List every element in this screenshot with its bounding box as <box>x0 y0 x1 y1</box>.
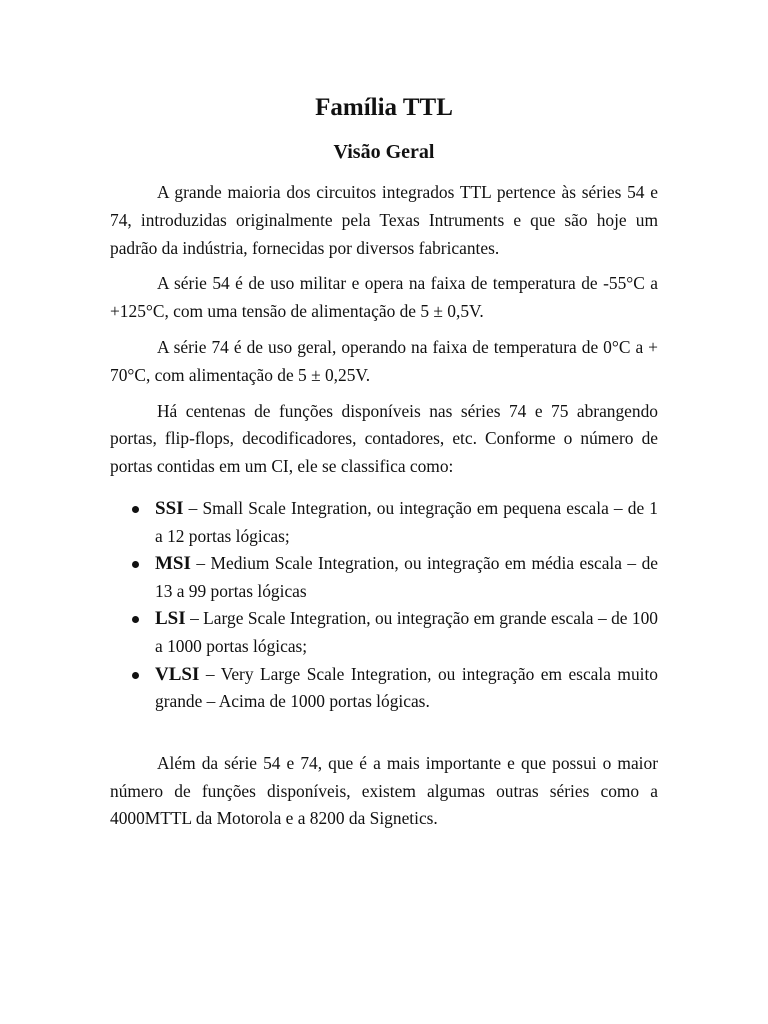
bullet-icon <box>132 672 139 679</box>
list-item-ssi <box>110 495 658 550</box>
definition-ssi: – Small Scale Integration, ou integração em pequena escala – de 1 a 12 portas lógicas; <box>155 497 658 546</box>
definition-vlsi: – Very Large Scale Integration, ou integração em escala muito grande – Acima de 1000 portas lógicas. <box>155 663 658 712</box>
list-item-lsi <box>110 605 658 660</box>
paragraph-series-74: A série 74 é de uso geral, operando na faixa de temperatura de 0°C a + 70°C, com alimentação de 5 ± 0,25V. <box>110 336 658 385</box>
paragraph-series-54: A série 54 é de uso militar e opera na faixa de temperatura de -55°C a +125°C, com uma tensão de alimentação de 5 ± 0,5V. <box>110 273 658 322</box>
document-page <box>110 88 658 841</box>
bullet-icon <box>132 506 139 513</box>
term-vlsi: VLSI <box>155 663 200 685</box>
paragraph-other-series: Além da série 54 e 74, que é a mais importante e que possui o maior número de funções disponíveis, existem algumas outras séries como a 4000MTTL da Motorola e a 8200 da Signetics. <box>110 752 658 829</box>
term-lsi: LSI <box>155 608 186 630</box>
document-subtitle: Visão Geral <box>333 141 435 163</box>
definition-msi: – Medium Scale Integration, ou integração em média escala – de 13 a 99 portas lógicas <box>155 553 658 601</box>
bullet-icon <box>132 616 139 623</box>
definition-lsi: – Large Scale Integration, ou integração em grande escala – de 100 a 1000 portas lógicas; <box>155 608 658 656</box>
classification-list <box>110 495 658 716</box>
document-title: Família TTL <box>315 94 453 121</box>
paragraph-functions: Há centenas de funções disponíveis nas séries 74 e 75 abrangendo portas, flip-flops, decodificadores, contadores, etc. Conforme o número de portas contidas em um CI, ele se classifica como: <box>110 400 658 477</box>
term-msi: MSI <box>155 553 191 575</box>
term-ssi: SSI <box>155 497 184 519</box>
list-item-msi <box>110 550 658 605</box>
list-item-vlsi <box>110 661 658 716</box>
paragraph-intro: A grande maioria dos circuitos integrados TTL pertence às séries 54 e 74, introduzidas originalmente pela Texas Intruments e que são hoje um padrão da indústria, fornecidas por diversos fabricantes. <box>110 182 658 258</box>
bullet-icon <box>132 561 139 568</box>
